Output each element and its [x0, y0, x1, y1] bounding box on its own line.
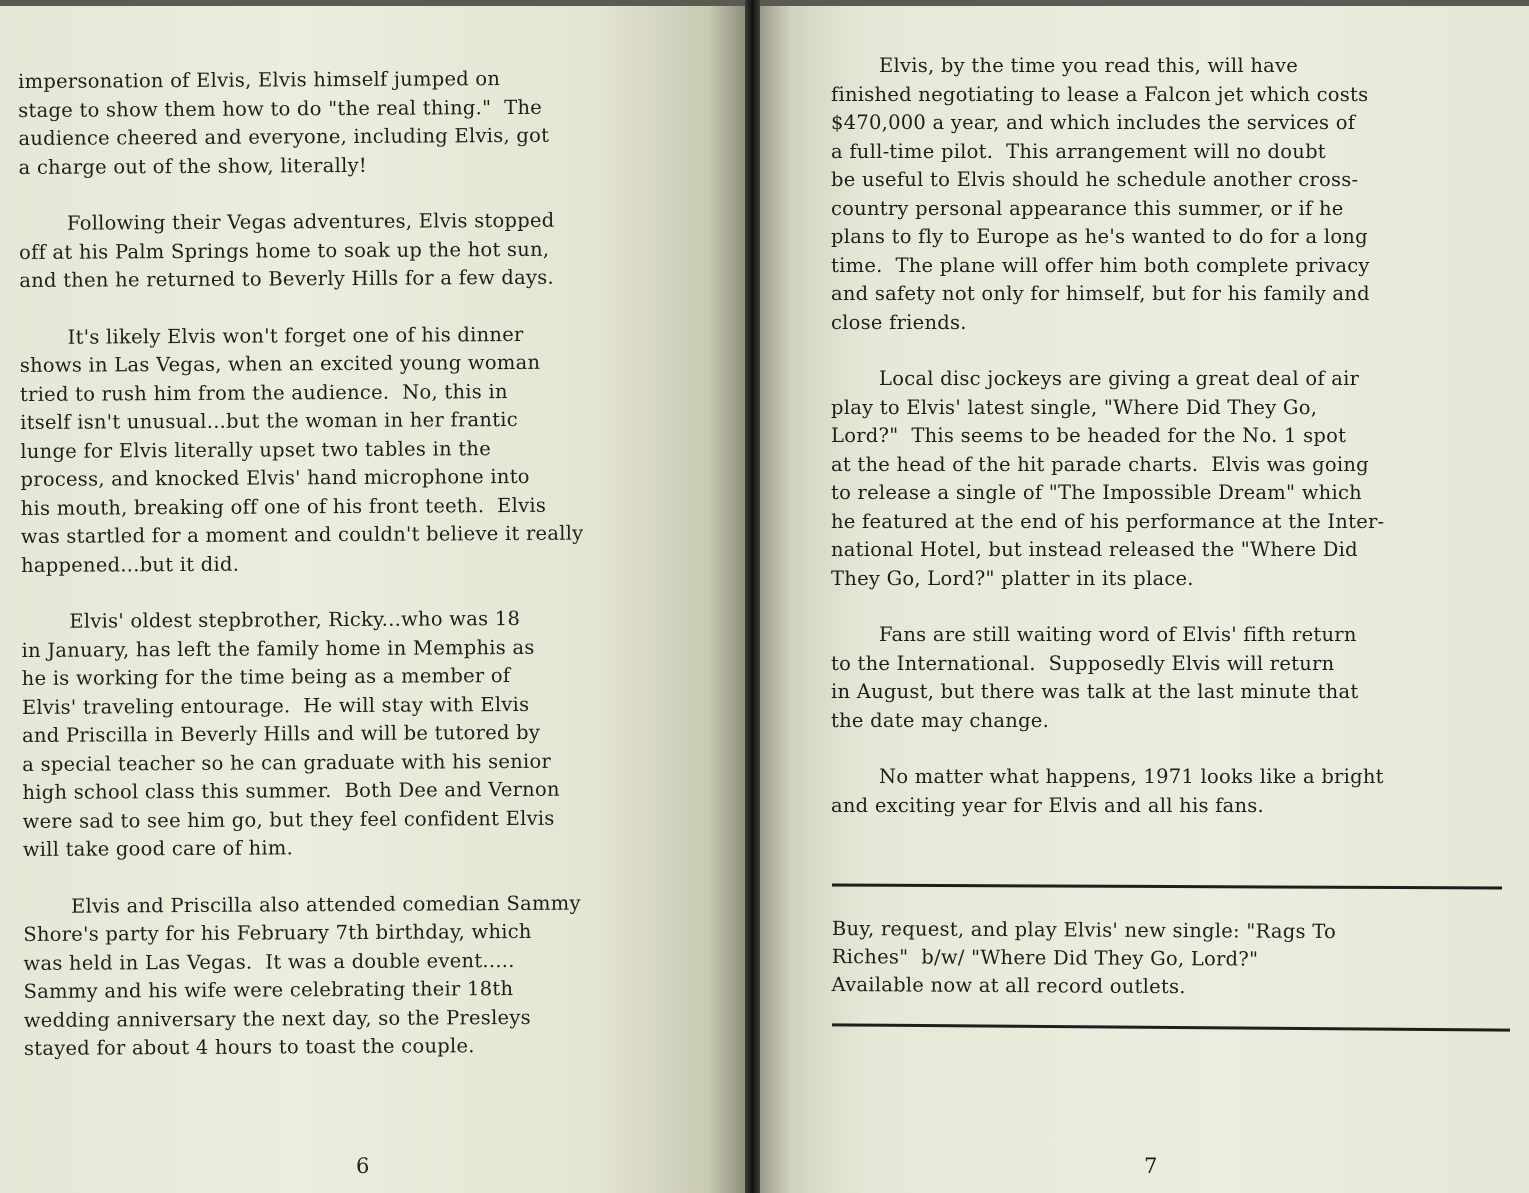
- text-line: Lord?" This seems to be headed for the No. 1 spot: [831, 424, 1347, 447]
- text-line: Following their Vegas adventures, Elvis stopped: [66, 208, 555, 235]
- text-line: Shore's party for his February 7th birthday, which: [23, 919, 532, 946]
- right-page: [760, 0, 1529, 1193]
- text-line: a charge out of the show, literally!: [18, 153, 367, 179]
- ad-text-line: Buy, request, and play Elvis' new single: "Rags To: [831, 916, 1337, 944]
- page-number-left: 6: [356, 1154, 370, 1178]
- paragraph: [19, 206, 725, 296]
- left-page-text: [18, 64, 729, 1092]
- text-line: at the head of the hit parade charts. Elvis was going: [831, 452, 1369, 476]
- text-line: stage to show them how to do "the real thing." The: [18, 95, 543, 122]
- text-line: country personal appearance this summer, or if he: [831, 196, 1344, 220]
- text-line: Local disc jockeys are giving a great deal of air: [879, 367, 1360, 390]
- text-line: was held in Las Vegas. It was a double event.....: [23, 948, 515, 975]
- text-line: Elvis' traveling entourage. He will stay with Elvis: [21, 692, 530, 719]
- paragraph: [20, 319, 727, 580]
- text-line: high school class this summer. Both Dee and Vernon: [22, 777, 560, 804]
- paragraph: [831, 621, 1511, 735]
- ad-text-line: Riches" b/w/ "Where Did They Go, Lord?": [831, 944, 1259, 971]
- page-top-edge: [760, 0, 1529, 6]
- page-number-right: 7: [1144, 1154, 1158, 1178]
- text-line: Elvis' oldest stepbrother, Ricky...who was 18: [69, 606, 521, 633]
- page-top-edge: [0, 0, 745, 6]
- text-line: was startled for a moment and couldn't believe it really: [20, 521, 584, 548]
- text-line: were sad to see him go, but they feel confident Elvis: [22, 806, 555, 833]
- text-line: They Go, Lord?" platter in its place.: [831, 566, 1194, 590]
- text-line: time. The plane will offer him both complete privacy: [831, 253, 1370, 277]
- paragraph: [831, 52, 1511, 337]
- text-line: $470,000 a year, and which includes the services of: [831, 111, 1356, 134]
- ad-box-bottom-rule: [832, 1023, 1510, 1031]
- text-line: stayed for about 4 hours to toast the couple.: [23, 1034, 475, 1060]
- text-line: Elvis, by the time you read this, will have: [879, 54, 1299, 77]
- text-line: to release a single of "The Impossible Dream" which: [831, 481, 1362, 504]
- text-line: process, and knocked Elvis' hand microphone into: [20, 464, 530, 491]
- ad-text-line: Available now at all record outlets.: [831, 972, 1186, 999]
- text-line: plans to fly to Europe as he's wanted to do for a long: [831, 225, 1368, 248]
- text-line: It's likely Elvis won't forget one of his dinner: [67, 322, 524, 349]
- text-line: tried to rush him from the audience. No, this in: [19, 379, 508, 406]
- text-line: will take good care of him.: [22, 836, 294, 861]
- ad-box-text: [831, 915, 1512, 1003]
- text-line: close friends.: [831, 310, 967, 334]
- paragraph: [23, 888, 729, 1063]
- text-line: a full-time pilot. This arrangement will no doubt: [831, 139, 1326, 163]
- text-line: national Hotel, but instead released the "Where Did: [831, 538, 1358, 561]
- text-line: he featured at the end of his performance at the Inter-: [831, 509, 1385, 533]
- text-line: Elvis and Priscilla also attended comedian Sammy: [71, 891, 581, 918]
- text-line: and safety not only for himself, but for his family and: [831, 282, 1370, 305]
- text-line: itself isn't unusual...but the woman in her frantic: [20, 407, 518, 434]
- text-line: shows in Las Vegas, when an excited young woman: [19, 350, 541, 377]
- text-line: the date may change.: [831, 708, 1050, 732]
- text-line: in January, has left the family home in Memphis as: [21, 635, 535, 662]
- paragraph: [831, 365, 1511, 593]
- text-line: and Priscilla in Beverly Hills and will be tutored by: [22, 720, 541, 747]
- text-line: finished negotiating to lease a Falcon jet which costs: [831, 82, 1369, 106]
- left-page: [0, 0, 745, 1193]
- text-line: and exciting year for Elvis and all his fans.: [831, 793, 1265, 817]
- paragraph: [21, 604, 728, 865]
- text-line: wedding anniversary the next day, so the Presleys: [23, 1005, 531, 1032]
- text-line: to the International. Supposedly Elvis will return: [831, 651, 1335, 675]
- paragraph: [18, 64, 724, 182]
- text-line: in August, but there was talk at the last minute that: [831, 680, 1359, 703]
- text-line: be useful to Elvis should he schedule another cross-: [831, 168, 1359, 191]
- text-line: off at his Palm Springs home to soak up the hot sun,: [19, 237, 550, 264]
- text-line: he is working for the time being as a member of: [21, 664, 511, 690]
- book-gutter: [745, 0, 760, 1193]
- text-line: a special teacher so he can graduate with his senior: [22, 749, 552, 776]
- text-line: and then he returned to Beverly Hills for a few days.: [19, 265, 554, 292]
- text-line: Sammy and his wife were celebrating their 18th: [23, 976, 514, 1003]
- text-line: No matter what happens, 1971 looks like a bright: [879, 765, 1384, 788]
- text-line: his mouth, breaking off one of his front teeth. Elvis: [20, 493, 547, 520]
- text-line: play to Elvis' latest single, "Where Did They Go,: [831, 395, 1318, 419]
- text-line: impersonation of Elvis, Elvis himself jumped on: [18, 67, 501, 93]
- right-page-text: [831, 52, 1511, 848]
- paragraph: [831, 763, 1511, 820]
- ad-box-top-rule: [832, 884, 1502, 890]
- text-line: audience cheered and everyone, including Elvis, got: [18, 123, 550, 150]
- text-line: happened...but it did.: [20, 552, 240, 577]
- text-line: Fans are still waiting word of Elvis' fifth return: [879, 623, 1357, 646]
- text-line: lunge for Elvis literally upset two tables in the: [20, 436, 492, 463]
